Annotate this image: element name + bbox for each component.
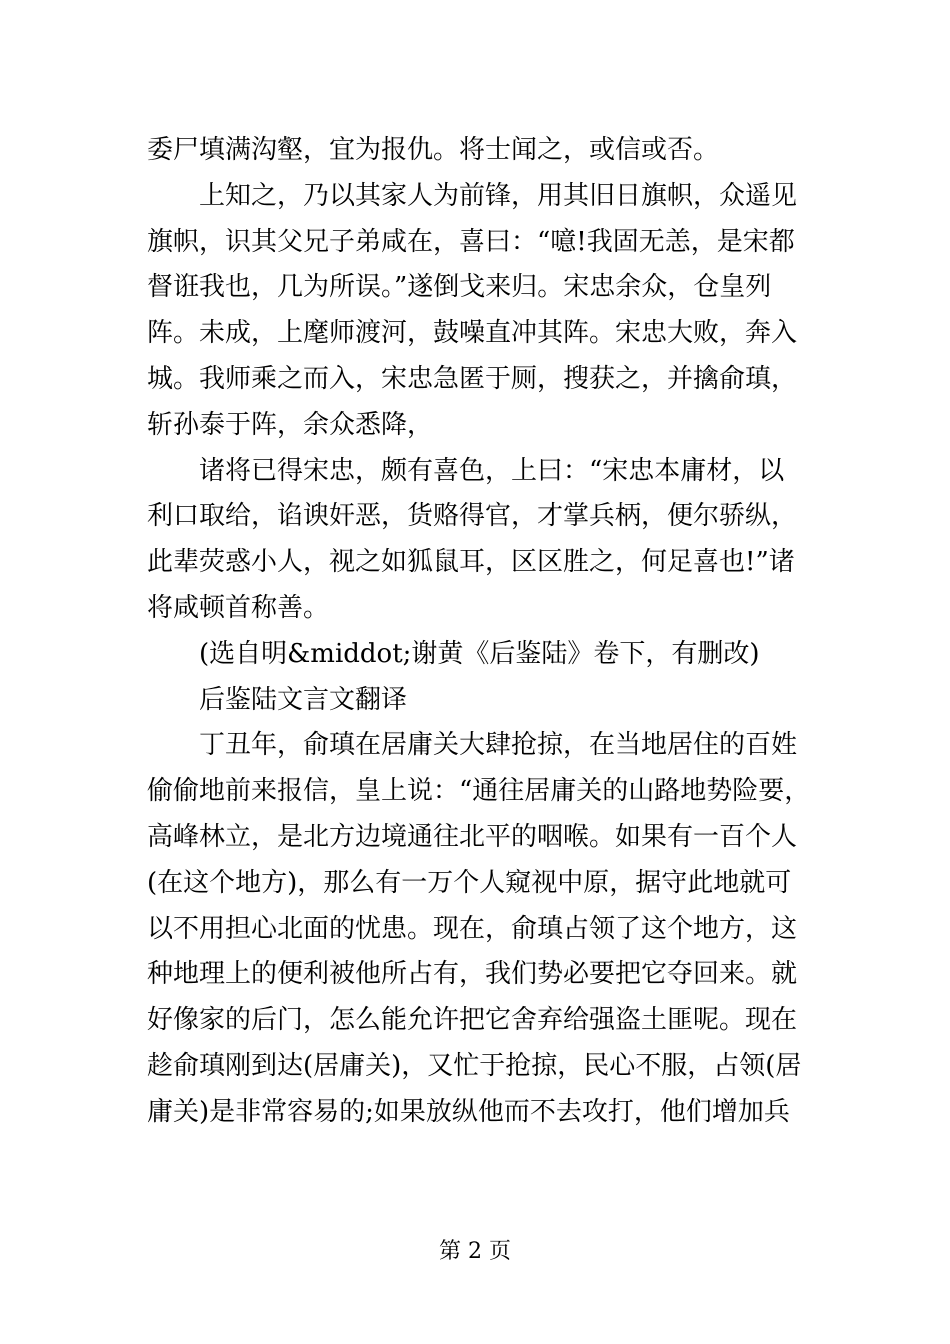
text-line: 将咸顿首称善。 [147, 592, 330, 623]
text-line: 高峰林立，是北方边境通往北平的咽喉。如果有一百个人 [147, 821, 798, 852]
text-line: 此辈荧惑小人，视之如狐鼠耳，区区胜之，何足喜也!”诸 [147, 547, 795, 578]
text-line: 好像家的后门，怎么能允许把它舍弃给强盗土匪呢。现在 [147, 1005, 798, 1036]
text-line: 利口取给，谄谀奸恶，货赂得官，才掌兵柄，便尔骄纵， [147, 501, 798, 532]
source-citation: (选自明&middot;谢黄《后鉴陆》卷下，有删改) [199, 638, 760, 669]
text-line: 种地理上的便利被他所占有，我们势必要把它夺回来。就 [147, 959, 798, 990]
paragraph-start-line: 诸将已得宋忠，颇有喜色，上曰：“宋忠本庸材，以 [199, 455, 785, 486]
text-line: 旗帜，识其父兄子弟咸在，喜曰：“噫!我固无恙，是宋都 [147, 226, 795, 257]
section-heading: 后鉴陆文言文翻译 [199, 684, 408, 715]
text-line: 督诳我也，几为所误。”遂倒戈来归。宋忠余众，仓皇列 [147, 272, 772, 303]
page-number: 第 2 页 [439, 1239, 511, 1264]
text-line: 阵。未成，上麾师渡河，鼓噪直冲其阵。宋忠大败，奔入 [147, 318, 798, 349]
text-line: 趁俞瑱刚到达(居庸关)，又忙于抢掠，民心不服，占领(居 [147, 1050, 802, 1081]
text-line: 偷偷地前来报信，皇上说：“通往居庸关的山路地势险要， [147, 776, 811, 807]
document-body [147, 128, 811, 1136]
text-line: 城。我师乘之而入，宋忠急匿于厕，搜获之，并擒俞瑱， [147, 363, 798, 394]
text-line: 以不用担心北面的忧患。现在，俞瑱占领了这个地方，这 [147, 913, 798, 944]
text-line: 斩孙泰于阵，余众悉降， [147, 409, 434, 440]
text-line: 委尸填满沟壑，宜为报仇。将士闻之，或信或否。 [147, 135, 720, 165]
text-line: 庸关)是非常容易的;如果放纵他而不去攻打，他们增加兵 [147, 1096, 790, 1127]
text-line: (在这个地方)，那么有一万个人窥视中原，据守此地就可 [147, 867, 792, 898]
paragraph-start-line: 上知之，乃以其家人为前锋，用其旧日旗帜，众遥见 [199, 180, 798, 211]
page-footer [0, 1237, 950, 1267]
paragraph-start-line: 丁丑年，俞瑱在居庸关大肆抢掠，在当地居住的百姓 [199, 730, 798, 761]
